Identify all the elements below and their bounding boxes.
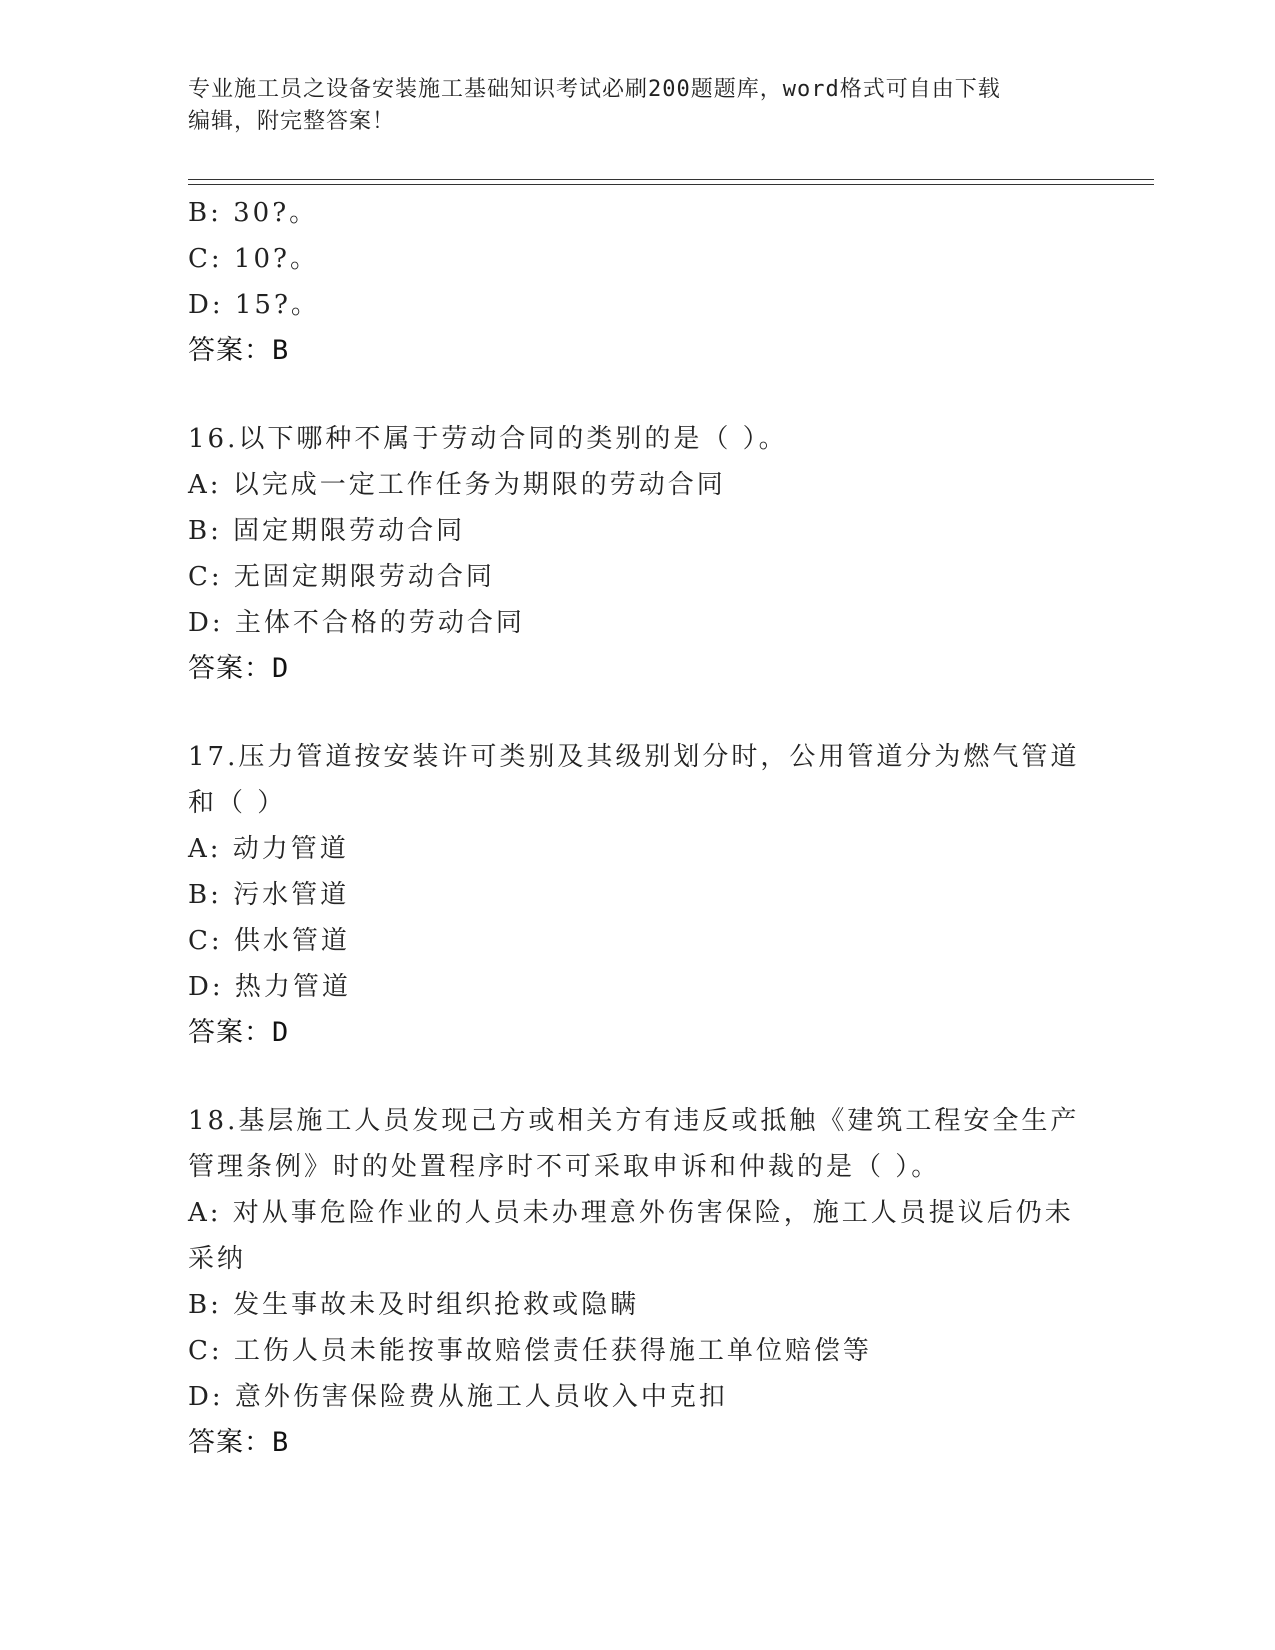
answer-line: 答案：D <box>188 653 290 684</box>
option-d: D: 意外伤害保险费从施工人员收入中克扣 <box>188 1382 728 1412</box>
option-a-continued: 采纳 <box>188 1244 247 1274</box>
question-stem: 17.压力管道按安装许可类别及其级别划分时，公用管道分为燃气管道 <box>188 742 1080 772</box>
answer-line: 答案：B <box>188 1427 290 1458</box>
spacer <box>188 692 1088 734</box>
option-c: C: 无固定期限劳动合同 <box>188 562 495 592</box>
option-b: B: 30?。 <box>188 198 319 228</box>
question-stem: 18.基层施工人员发现己方或相关方有违反或抵触《建筑工程安全生产 <box>188 1106 1080 1136</box>
header-divider-top <box>188 179 1154 180</box>
question-stem-continued: 和（ ） <box>188 788 287 818</box>
option-a: A: 动力管道 <box>188 834 349 864</box>
option-b: B: 固定期限劳动合同 <box>188 516 466 546</box>
document-header <box>188 74 1068 138</box>
option-b: B: 污水管道 <box>188 880 350 910</box>
question-list <box>188 190 1088 1466</box>
option-c: C: 供水管道 <box>188 926 350 956</box>
option-d: D: 主体不合格的劳动合同 <box>188 608 525 638</box>
question-stem-continued: 管理条例》时的处置程序时不可采取申诉和仲裁的是（ ）。 <box>188 1152 941 1182</box>
question-stem: 16.以下哪种不属于劳动合同的类别的是（ ）。 <box>188 424 788 454</box>
header-line-2: 编辑，附完整答案！ <box>188 109 396 134</box>
option-a: A: 对从事危险作业的人员未办理意外伤害保险，施工人员提议后仍未 <box>188 1198 1074 1228</box>
option-c: C: 工伤人员未能按事故赔偿责任获得施工单位赔偿等 <box>188 1336 872 1366</box>
option-d: D: 15?。 <box>188 290 320 320</box>
answer-line: 答案：D <box>188 1017 290 1048</box>
option-b: B: 发生事故未及时组织抢救或隐瞒 <box>188 1290 640 1320</box>
header-divider-bottom <box>188 184 1154 185</box>
question-block-18 <box>188 1098 1088 1466</box>
spacer <box>188 1056 1088 1098</box>
question-block-17 <box>188 734 1088 1056</box>
option-a: A: 以完成一定工作任务为期限的劳动合同 <box>188 470 726 500</box>
option-c: C: 10?。 <box>188 244 319 274</box>
spacer <box>188 374 1088 416</box>
header-line-1: 专业施工员之设备安装施工基础知识考试必刷200题题库，word格式可自由下载 <box>188 77 1001 102</box>
question-block-15-continued <box>188 190 1088 374</box>
question-block-16 <box>188 416 1088 692</box>
option-d: D: 热力管道 <box>188 972 351 1002</box>
answer-line: 答案：B <box>188 335 290 366</box>
